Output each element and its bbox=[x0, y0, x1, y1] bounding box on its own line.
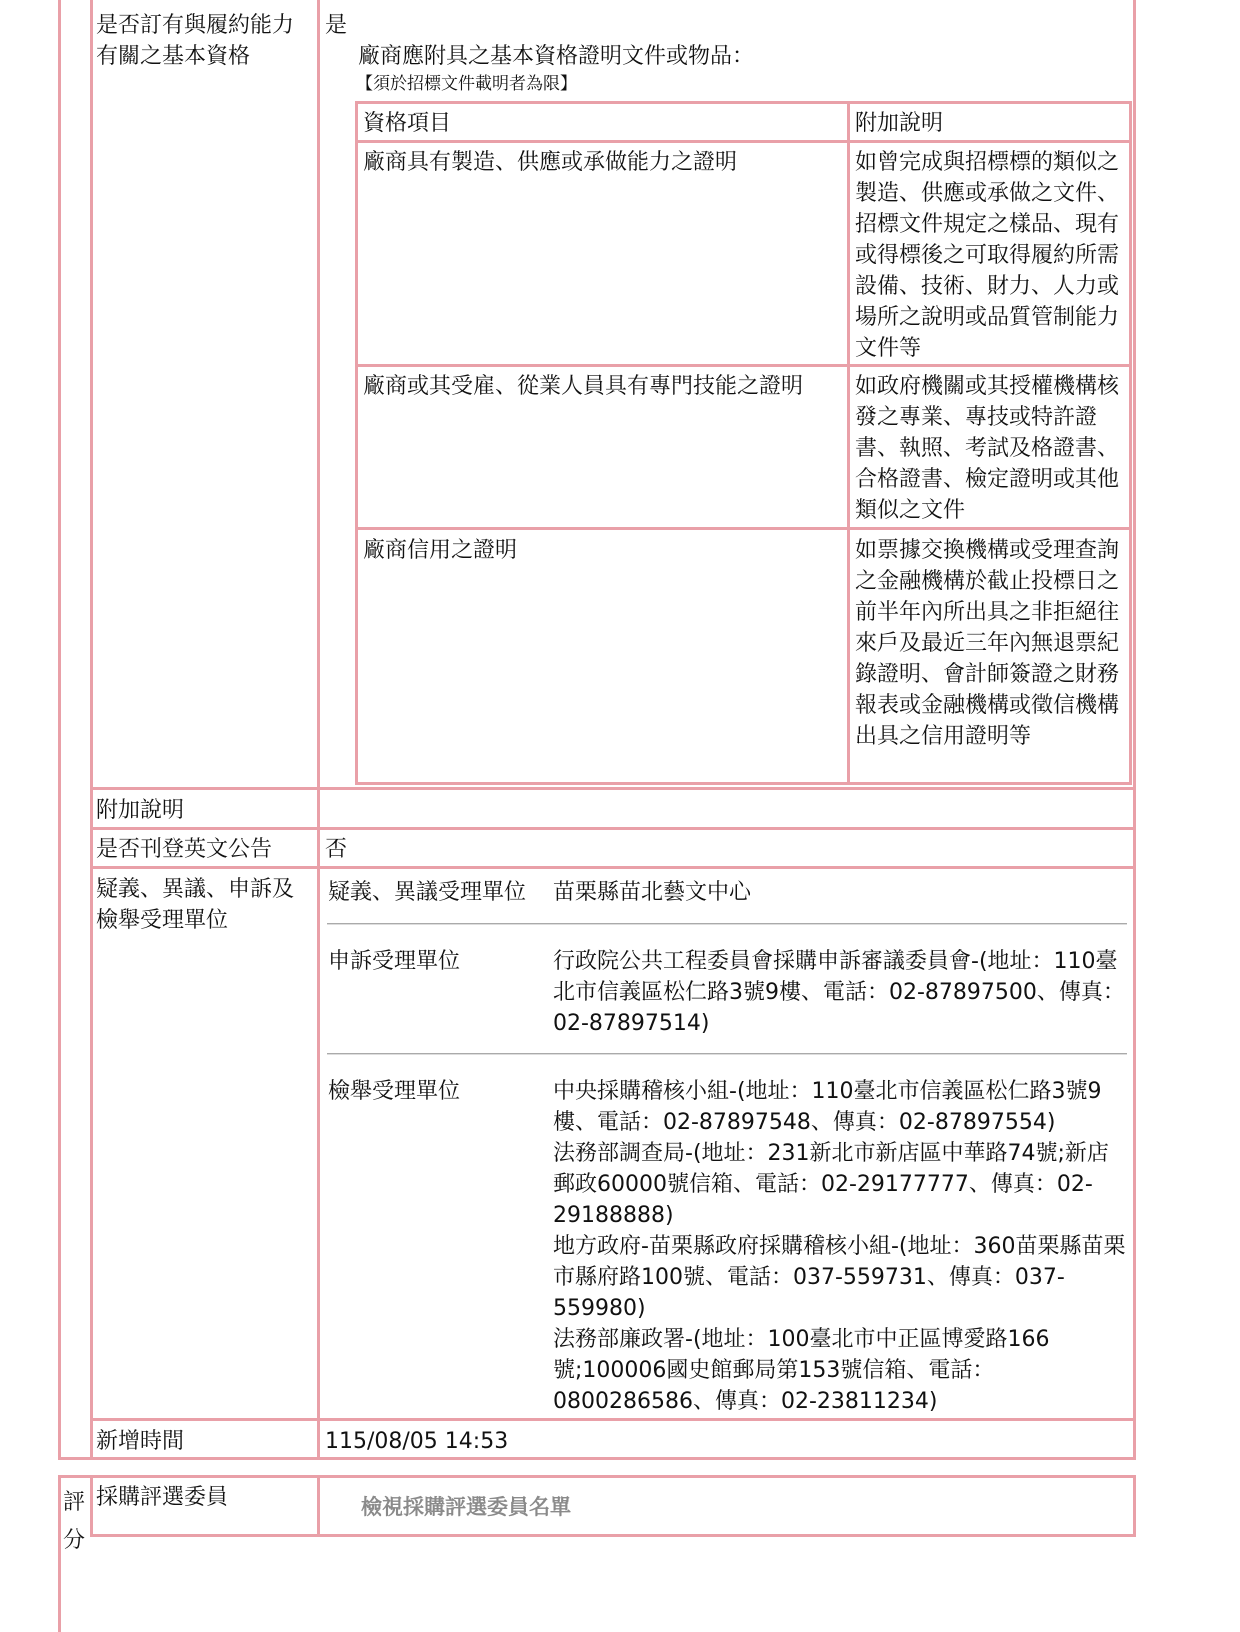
complaint-unit-name-1: 疑義、異議受理單位 bbox=[328, 880, 527, 905]
scoring-left-outer bbox=[58, 1475, 61, 1632]
scoring-committee-label: 採購評選委員 bbox=[96, 1485, 229, 1510]
qual-table-row1-divider bbox=[355, 364, 1132, 367]
complaint-unit-value-2: 行政院公共工程委員會採購申訴審議委員會-(地址：110臺北市信義區松仁路3號9樓、電話：02-87897500、傳真：02-87897514) bbox=[553, 949, 1125, 1036]
complaint-separator-2 bbox=[327, 1053, 1127, 1054]
scoring-left-inner bbox=[90, 1475, 93, 1537]
qual-item-1: 廠商具有製造、供應或承做能力之證明 bbox=[363, 150, 738, 175]
frame-right bbox=[1133, 0, 1136, 1460]
complaint-unit-name-2: 申訴受理單位 bbox=[328, 949, 461, 974]
qual-table-header-desc: 附加說明 bbox=[855, 111, 944, 136]
qual-table-row2-divider bbox=[355, 527, 1132, 530]
qual-item-3: 廠商信用之證明 bbox=[363, 538, 518, 563]
complaint-units-label: 疑義、異議、申訴及檢舉受理單位 bbox=[96, 877, 295, 933]
created-time-label: 新增時間 bbox=[96, 1429, 185, 1454]
basic-qual-intro: 廠商應附具之基本資格證明文件或物品： bbox=[358, 44, 755, 69]
complaint-unit-name-3: 檢舉受理單位 bbox=[328, 1079, 461, 1104]
row-divider-bottom bbox=[58, 1457, 1136, 1460]
qual-table-header-divider bbox=[355, 140, 1132, 143]
qual-desc-2: 如政府機關或其授權機構核發之專業、專技或特許證書、執照、考試及格證書、合格證書、檢定證明或其他類似之文件 bbox=[855, 374, 1120, 523]
complaint-separator-1 bbox=[327, 923, 1127, 924]
scoring-section-label: 評分 bbox=[63, 1490, 86, 1553]
row-divider-2 bbox=[90, 866, 1136, 869]
qual-desc-3: 如票據交換機構或受理查詢之金融機構於截止投標日之前半年內所出具之非拒絕往來戶及最近三年內無退票紀錄證明、會計師簽證之財務報表或金融機構或徵信機構出具之信用證明等 bbox=[855, 538, 1120, 749]
frame-label-divider bbox=[317, 0, 320, 1460]
complaint-unit-value-1: 苗栗縣苗北藝文中心 bbox=[553, 880, 752, 905]
row-divider-1b bbox=[90, 827, 1136, 830]
frame-left-inner bbox=[90, 0, 93, 1460]
extra-note-label: 附加說明 bbox=[96, 798, 185, 823]
basic-qual-note: 【須於招標文件載明者為限】 bbox=[356, 74, 577, 94]
qual-desc-1: 如曾完成與招標標的類似之製造、供應或承做之文件、招標文件規定之樣品、現有或得標後之可取得履約所需設備、技術、財力、人力或場所之說明或品質管制能力文件等 bbox=[855, 150, 1120, 361]
qual-item-2: 廠商或其受雇、從業人員具有專門技能之證明 bbox=[363, 374, 804, 399]
scoring-label-divider bbox=[317, 1475, 320, 1537]
english-notice-label: 是否刊登英文公告 bbox=[96, 837, 273, 862]
qual-table-header-item: 資格項目 bbox=[363, 111, 452, 136]
row-divider-3 bbox=[90, 1418, 1136, 1421]
basic-qual-value: 是 bbox=[325, 13, 348, 38]
scoring-row-bottom bbox=[90, 1534, 1136, 1537]
qual-table-col-divider bbox=[847, 101, 850, 785]
view-committee-list-link[interactable]: 檢視採購評選委員名單 bbox=[361, 1495, 571, 1519]
basic-qual-label: 是否訂有與履約能力有關之基本資格 bbox=[96, 13, 295, 69]
row-divider-1 bbox=[90, 787, 1136, 790]
scoring-right bbox=[1133, 1475, 1136, 1537]
created-time-value: 115/08/05 14:53 bbox=[325, 1429, 509, 1454]
english-notice-value: 否 bbox=[325, 837, 348, 862]
scoring-top bbox=[58, 1475, 1136, 1478]
complaint-unit-value-3: 中央採購稽核小組-(地址：110臺北市信義區松仁路3號9樓、電話：02-87897548、傳真：02-87897554) 法務部調查局-(地址：231新北市新店區中華路74號;新店郵政60000號信箱、電話：02-29177777、傳真：02-29188888) 地方政府-苗栗縣政府採購稽核小組-(地址：360苗栗縣苗栗市縣府路100號、電話：037-559731、傳真：037-559980) 法務部廉政署-(地址：100臺北市中正區博愛路166號;100006國史館郵局第153號信箱、電話：0800286586、傳真：02-23811234) bbox=[553, 1079, 1126, 1414]
frame-left-outer bbox=[58, 0, 61, 1460]
